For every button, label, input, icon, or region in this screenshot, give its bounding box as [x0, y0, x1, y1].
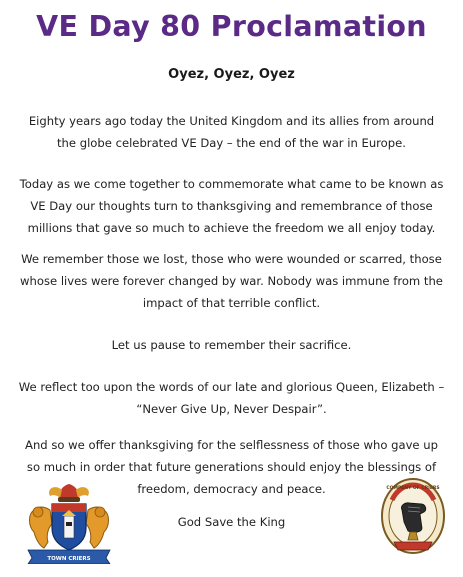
paragraph-anniversary: Eighty years ago today the United Kingdom and its allies from around the globe celebrated VE Day – the end of the war in Europe. [28, 114, 435, 150]
paragraph-remembrance: We remember those we lost, those who were wounded or scarred, those whose lives were forever changed by war. Nobody was immune from the impact of that terrible conflict. [20, 252, 443, 310]
company-of-criers-badge-logo [380, 476, 446, 558]
svg-text:TOWN CRIERS: TOWN CRIERS [47, 556, 91, 562]
paragraph-thanksgiving: And so we offer thanksgiving for the selflessness of those who gave up so much in order that future generations should enjoy the blessings of freedom, democracy and peace. [25, 438, 438, 496]
closing-line: God Save the King [177, 515, 286, 529]
svg-text:COMPANY OF CRIERS: COMPANY OF CRIERS [386, 486, 440, 491]
paragraph-commemoration: Today as we come together to commemorate what came to be known as VE Day our thoughts turn to thanksgiving and remembrance of those millions that gave so much to achieve the freedom we all enjoy today. [19, 177, 444, 235]
paragraph-queen-quote: We reflect too upon the words of our late and glorious Queen, Elizabeth – “Never Give Up, Never Despair”. [18, 380, 445, 416]
page-title: VE Day 80 Proclamation [36, 10, 427, 43]
town-criers-crest-logo [22, 480, 116, 564]
paragraph-pause: Let us pause to remember their sacrifice. [111, 338, 352, 352]
page-subtitle: Oyez, Oyez, Oyez [168, 67, 295, 82]
